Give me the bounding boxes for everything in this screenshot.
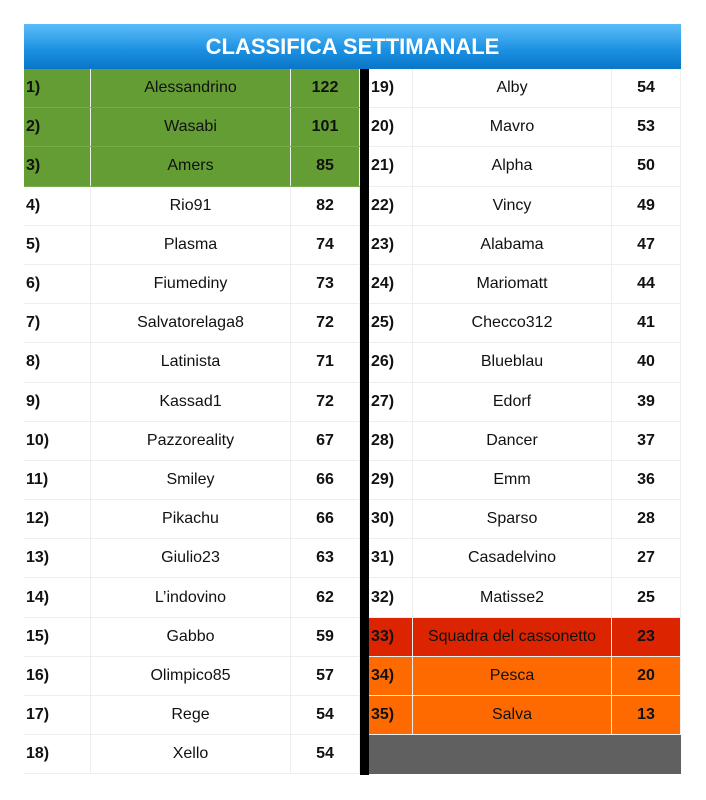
rank-cell: 27) <box>369 383 413 421</box>
rank-cell: 33) <box>369 618 413 656</box>
score-cell: 74 <box>291 226 360 264</box>
name-cell: Kassad1 <box>91 383 291 421</box>
score-cell: 28 <box>612 500 681 538</box>
table-row <box>369 265 681 304</box>
leaderboard-title: CLASSIFICA SETTIMANALE <box>24 24 681 69</box>
rank-cell: 29) <box>369 461 413 499</box>
table-row <box>369 422 681 461</box>
name-cell: Vincy <box>413 187 612 225</box>
score-cell: 63 <box>291 539 360 577</box>
name-cell: Amers <box>91 147 291 185</box>
rank-cell: 9) <box>24 383 91 421</box>
empty-row <box>369 735 681 774</box>
score-cell: 47 <box>612 226 681 264</box>
rank-cell: 31) <box>369 539 413 577</box>
score-cell: 101 <box>291 108 360 146</box>
table-row <box>24 657 360 696</box>
rank-cell: 11) <box>24 461 91 499</box>
table-row <box>369 696 681 735</box>
score-cell: 41 <box>612 304 681 342</box>
table-row <box>24 383 360 422</box>
name-cell: Dancer <box>413 422 612 460</box>
table-row <box>24 147 360 186</box>
score-cell: 13 <box>612 696 681 734</box>
name-cell: Xello <box>91 735 291 773</box>
rank-cell: 22) <box>369 187 413 225</box>
table-row <box>369 69 681 108</box>
name-cell: Alabama <box>413 226 612 264</box>
name-cell: Pikachu <box>91 500 291 538</box>
table-row <box>369 343 681 382</box>
table-row <box>369 657 681 696</box>
score-cell: 66 <box>291 500 360 538</box>
name-cell: Alpha <box>413 147 612 185</box>
table-row <box>369 539 681 578</box>
rank-cell: 5) <box>24 226 91 264</box>
name-cell: Rio91 <box>91 187 291 225</box>
score-cell: 27 <box>612 539 681 577</box>
table-row <box>369 187 681 226</box>
table-row <box>24 500 360 539</box>
score-cell: 36 <box>612 461 681 499</box>
rank-cell: 32) <box>369 578 413 616</box>
score-cell: 82 <box>291 187 360 225</box>
table-row <box>369 304 681 343</box>
name-cell: Gabbo <box>91 618 291 656</box>
name-cell: Squadra del cassonetto <box>413 618 612 656</box>
rank-cell: 1) <box>24 69 91 107</box>
score-cell: 66 <box>291 461 360 499</box>
name-cell: Pesca <box>413 657 612 695</box>
rank-cell: 8) <box>24 343 91 381</box>
name-cell: L’indovino <box>91 578 291 616</box>
rank-cell: 25) <box>369 304 413 342</box>
score-cell: 67 <box>291 422 360 460</box>
name-cell: Mavro <box>413 108 612 146</box>
score-cell: 39 <box>612 383 681 421</box>
score-cell: 23 <box>612 618 681 656</box>
name-cell: Casadelvino <box>413 539 612 577</box>
table-row <box>369 500 681 539</box>
rank-cell: 34) <box>369 657 413 695</box>
name-cell: Emm <box>413 461 612 499</box>
table-row <box>369 461 681 500</box>
score-cell: 71 <box>291 343 360 381</box>
table-row <box>369 578 681 617</box>
rank-cell: 14) <box>24 578 91 616</box>
score-cell: 25 <box>612 578 681 616</box>
table-row <box>24 265 360 304</box>
rank-cell: 7) <box>24 304 91 342</box>
score-cell: 54 <box>291 696 360 734</box>
rank-cell: 18) <box>24 735 91 773</box>
table-row <box>24 618 360 657</box>
score-cell: 62 <box>291 578 360 616</box>
table-row <box>24 187 360 226</box>
name-cell: Wasabi <box>91 108 291 146</box>
name-cell: Smiley <box>91 461 291 499</box>
rank-cell: 26) <box>369 343 413 381</box>
name-cell: Mariomatt <box>413 265 612 303</box>
table-row <box>24 578 360 617</box>
name-cell: Fiumediny <box>91 265 291 303</box>
score-cell: 85 <box>291 147 360 185</box>
score-cell: 49 <box>612 187 681 225</box>
score-cell: 40 <box>612 343 681 381</box>
name-cell: Plasma <box>91 226 291 264</box>
column-divider <box>360 69 369 775</box>
score-cell: 54 <box>612 69 681 107</box>
table-row <box>24 226 360 265</box>
rank-cell: 4) <box>24 187 91 225</box>
table-row <box>369 147 681 186</box>
table-row <box>24 304 360 343</box>
name-cell: Salvatorelaga8 <box>91 304 291 342</box>
table-row <box>24 539 360 578</box>
rank-cell: 30) <box>369 500 413 538</box>
name-cell: Rege <box>91 696 291 734</box>
rank-cell: 20) <box>369 108 413 146</box>
rank-cell: 2) <box>24 108 91 146</box>
table-row <box>24 343 360 382</box>
rank-cell: 6) <box>24 265 91 303</box>
table-row <box>369 108 681 147</box>
name-cell: Alessandrino <box>91 69 291 107</box>
score-cell: 72 <box>291 383 360 421</box>
score-cell: 53 <box>612 108 681 146</box>
name-cell: Alby <box>413 69 612 107</box>
rank-cell: 13) <box>24 539 91 577</box>
table-row <box>24 69 360 108</box>
rank-cell: 28) <box>369 422 413 460</box>
name-cell: Checco312 <box>413 304 612 342</box>
name-cell: Latinista <box>91 343 291 381</box>
table-row <box>369 226 681 265</box>
score-cell: 50 <box>612 147 681 185</box>
name-cell: Salva <box>413 696 612 734</box>
score-cell: 54 <box>291 735 360 773</box>
table-row <box>24 735 360 774</box>
score-cell: 20 <box>612 657 681 695</box>
name-cell: Olimpico85 <box>91 657 291 695</box>
score-cell: 122 <box>291 69 360 107</box>
name-cell: Blueblau <box>413 343 612 381</box>
score-cell: 37 <box>612 422 681 460</box>
score-cell: 59 <box>291 618 360 656</box>
rank-cell: 15) <box>24 618 91 656</box>
name-cell: Pazzoreality <box>91 422 291 460</box>
rank-cell: 21) <box>369 147 413 185</box>
name-cell: Matisse2 <box>413 578 612 616</box>
name-cell: Edorf <box>413 383 612 421</box>
leaderboard-left-column <box>24 69 360 774</box>
table-row <box>24 108 360 147</box>
table-row <box>369 618 681 657</box>
name-cell: Sparso <box>413 500 612 538</box>
rank-cell: 3) <box>24 147 91 185</box>
rank-cell: 12) <box>24 500 91 538</box>
rank-cell: 16) <box>24 657 91 695</box>
score-cell: 44 <box>612 265 681 303</box>
score-cell: 72 <box>291 304 360 342</box>
rank-cell: 24) <box>369 265 413 303</box>
table-row <box>24 461 360 500</box>
score-cell: 73 <box>291 265 360 303</box>
rank-cell: 19) <box>369 69 413 107</box>
rank-cell: 23) <box>369 226 413 264</box>
rank-cell: 35) <box>369 696 413 734</box>
table-row <box>24 422 360 461</box>
rank-cell: 17) <box>24 696 91 734</box>
name-cell: Giulio23 <box>91 539 291 577</box>
score-cell: 57 <box>291 657 360 695</box>
table-row <box>24 696 360 735</box>
rank-cell: 10) <box>24 422 91 460</box>
table-row <box>369 383 681 422</box>
leaderboard-right-column <box>369 69 681 774</box>
